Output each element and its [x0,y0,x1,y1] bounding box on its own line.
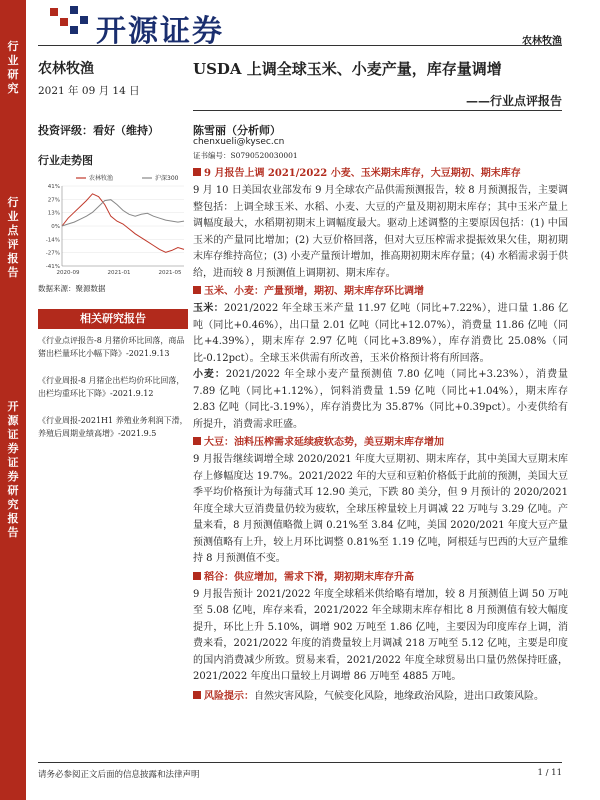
footer-disclaimer: 请务必参阅正文后面的信息披露和法律声明 [38,770,200,780]
header-rule [38,45,562,46]
analyst-cert: 证书编号：S0790520030001 [193,151,298,160]
paragraph: 小麦：2021/2022 年全球小麦产量预测值 7.80 亿吨（同比+3.23%），消费量 7.89 亿吨（同比+1.12%），饲料消费量 1.59 亿吨（同比+1.04%），期末库存 2.83 亿吨（同比-3.19%），库存消费比为 35.87%（同比+0.39pct）。小麦供给有所提升，消费需求旺盛。 [193,369,569,430]
analyst-name: 陈雪丽（分析师） [193,124,281,137]
paragraph: 9 月报告继续调增全球 2020/2021 年度大豆期初、期末库存，其中美国大豆期末库存上修幅度达 19.7%。2021/2022 年的大豆和豆粕价格低于此前的预测，美国大豆季平均价格预计为每蒲式耳 12.90 美元，下跌 80 美分，但 9 月预计的 2020/2021 年度全球大豆消费量仍较为疲软，全球压榨量较上月调减 22 万吨与 3.29 亿吨。产量来看，8 月预测值略微上调 0.21%至 3.84 亿吨，美国 2020/2021 年度大豆产量预测值略有上升，较上月环比调整 0.81%至 1.19 亿吨，阿根廷与巴西的大豆产量维持 8 月预测值不变。 [193,454,568,564]
bullet-icon [193,286,201,294]
y-tick-label: -41% [45,264,60,270]
related-report-link[interactable]: 《行业周报-2021H1 养殖业务利润下滑，养殖后周期业绩高增》-2021.9.5 [38,416,188,438]
section-heading: 大豆：油料压榨需求延续疲软态势，美豆期末库存增加 [193,435,568,451]
trend-title: 行业走势图 [38,154,93,167]
analyst-email[interactable]: chenxueli@kysec.cn [193,137,285,147]
y-tick-label: 41% [47,184,60,190]
sidebar-label-research: 行业研究 [7,40,19,95]
title-rule [193,110,562,111]
sidebar-label-brand: 开源证券 证券研究报告 [7,400,19,539]
investment-rating: 投资评级：看好（维持） [38,124,159,137]
bullet-icon [193,572,201,580]
logo-text: 开源证券 [96,14,224,49]
y-tick-label: 0% [51,224,60,230]
paragraph: 玉米：2021/2022 年全球玉米产量 11.97 亿吨（同比+7.22%），进口量 1.86 亿吨（同比+0.46%），出口量 2.01 亿吨（同比+12.07%），消费量 11.86 亿吨（同比+4.39%），期末库存 2.97 亿吨（同比+3.89%），库存消费比 25.08%（同比-0.12pct）。全球玉米供需有所改善，玉米价格预计将有所回落。 [193,303,568,364]
page-number: 1 / 11 [537,768,562,778]
paragraph: 9 月 10 日美国农业部发布 9 月全球农产品供需预测报告，较 8 月预测报告，主要调整包括：上调全球玉米、水稻、小麦、大豆的产量及期初期末库存；其中玉米产量上调幅度最大，水稻期初期末上调幅度最大。驱动上述调整的主要原因包括：(1) 中国玉米的产量同比增加；(2) 大豆价格回落，但对大豆压榨需求提振效果欠佳，期初期末库存维持高位；(3) 小麦产量预计增加，推高期初期末库存量；(4) 水稻需求弱于供给，进而较 8 月预测值上调期初、期末库存。 [193,185,568,279]
y-tick-label: -27% [45,250,60,257]
header-category: 农林牧渔 [522,36,562,47]
legend-label: 农林牧渔 [89,175,114,182]
related-reports-title: 相关研究报告 [38,309,188,329]
series-line-0 [62,194,184,253]
section-heading: 玉米、小麦：产量预增，期初、期末库存环比调增 [193,284,568,300]
industry-trend-chart [36,170,188,280]
x-tick-label: 2021-01 [107,270,131,276]
y-tick-label: -14% [45,237,60,244]
bullet-icon [193,691,201,699]
sidebar-label-report-type: 行业点评报告 [7,196,19,279]
report-subtitle: ——行业点评报告 [465,94,562,108]
logo-icon [48,4,90,38]
related-report-link[interactable]: 《行业点评报告-8 月猪价环比回落，商品猪出栏量环比小幅下降》-2021.9.13 [38,336,185,358]
legend-label: 沪深300 [155,175,179,182]
bullet-icon [193,437,201,445]
risk-warning: 风险提示：自然灾害风险，气候变化风险，地缘政治风险，进出口政策风险。 [193,689,568,705]
chart-source: 数据来源：聚源数据 [38,284,106,293]
report-title: USDA 上调全球玉米、小麦产量，库存量调增 [193,60,502,78]
report-body [193,164,568,705]
section-heading: 9 月报告上调 2021/2022 小麦、玉米期末库存，大豆期初、期末库存 [193,166,568,182]
footer-rule [38,762,562,763]
section-heading: 稻谷：供应增加，需求下滑，期初期末库存升高 [193,570,568,586]
paragraph: 9 月报告预计 2021/2022 年度全球稻米供给略有增加，较 8 月预测值上调 50 万吨至 5.08 亿吨，库存来看，2021/2022 年全球期末库存相比 8 月预测值有较大幅度提升，环比上升 5.10%，调增 902 万吨至 1.86 亿吨，主要因为印度库存上调，消费来看，2021/2022 年度的消费量较上月调减 218 万吨至 5.12 亿吨，主要是印度的国内消费减少所致。贸易来看，2021/2022 年度全球贸易出口量仍然保持旺盛，2021/2022 年度出口量较上月调增 86 万吨至 4885 万吨。 [193,588,568,682]
report-date: 2021 年 09 月 14 日 [38,85,140,97]
y-tick-label: 13% [47,210,60,217]
related-report-link[interactable]: 《行业周报-8 月猪企出栏均价环比回落，出栏均重环比下降》-2021.9.12 [38,376,185,398]
x-tick-label: 2021-05 [158,270,182,276]
industry-name: 农林牧渔 [38,61,94,77]
x-tick-label: 2020-09 [56,270,80,276]
y-tick-label: 27% [47,197,60,204]
bullet-icon [193,168,201,176]
